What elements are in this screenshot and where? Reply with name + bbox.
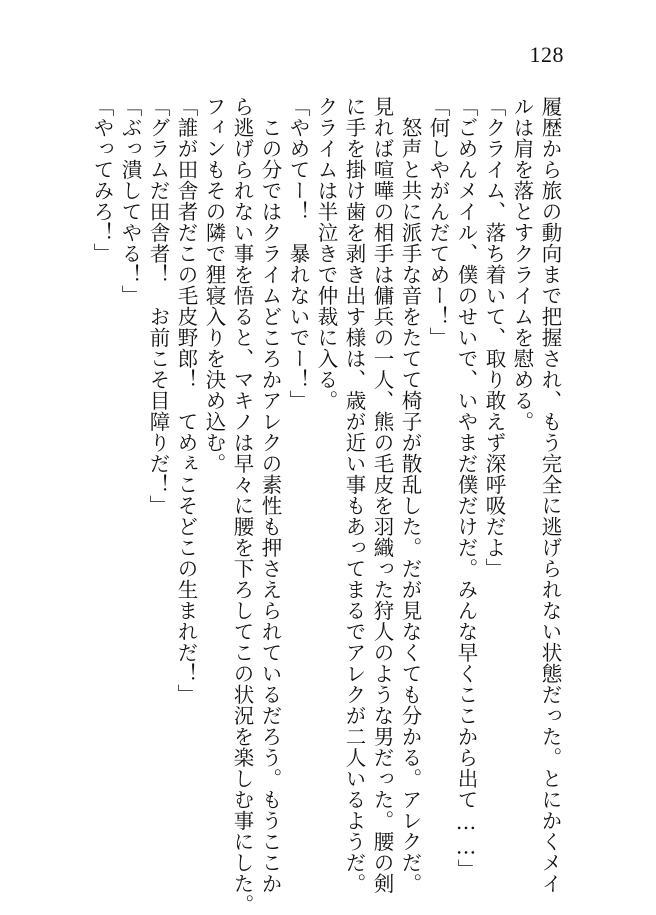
text-line: 「クライム、落ち着いて、取り敢えず深呼吸だよ」 bbox=[482, 96, 506, 579]
text-line: 「ぶっ潰してやる！」 bbox=[118, 96, 142, 306]
text-line: 見れば喧嘩の相手は傭兵の一人、熊の毛皮を羽織った狩人のような男だった。腰の剣 bbox=[370, 96, 394, 894]
text-line: 「グラムだ田舎者！ お前こそ目障りだ！」 bbox=[146, 96, 170, 516]
text-line: 履歴から旅の動向まで把握され、もう完全に逃げられない状態だった。とにかくメイ bbox=[538, 96, 562, 894]
page-number: 128 bbox=[529, 42, 564, 67]
text-line: この分ではクライムどころかアレクの素性も押さえられているだろう。もうここか bbox=[258, 96, 282, 894]
text-line: ルは肩を落とすクライムを慰める。 bbox=[510, 96, 534, 432]
text-line: 怒声と共に派手な音をたてて椅子が散乱した。だが見なくても分かる。アレクだ。 bbox=[398, 96, 422, 894]
text-line: 「何しやがんだてめー！」 bbox=[426, 96, 450, 348]
text-line: クライムは半泣きで仲裁に入る。 bbox=[314, 96, 338, 411]
text-line: フィンもその隣で狸寝入りを決め込む。 bbox=[202, 96, 226, 474]
text-line: 「ごめんメイル、僕のせいで、いやまだ僕だけだ。みんな早くここから出て……」 bbox=[454, 96, 478, 880]
vertical-text-body bbox=[90, 96, 564, 915]
text-line: 「やってみろ！」 bbox=[90, 96, 114, 264]
text-line: 「誰が田舎者だこの毛皮野郎！ てめぇこそどこの生まれだ！」 bbox=[174, 96, 198, 705]
text-line: 「やめてー！ 暴れないでー！」 bbox=[286, 96, 310, 411]
text-line: ら逃げられない事を悟ると、マキノは早々に腰を下ろしてこの状況を楽しむ事にした。 bbox=[230, 96, 254, 915]
text-line: に手を掛け歯を剥き出す様は、歳が近い事もあってまるでアレクが二人いるようだ。 bbox=[342, 96, 366, 894]
